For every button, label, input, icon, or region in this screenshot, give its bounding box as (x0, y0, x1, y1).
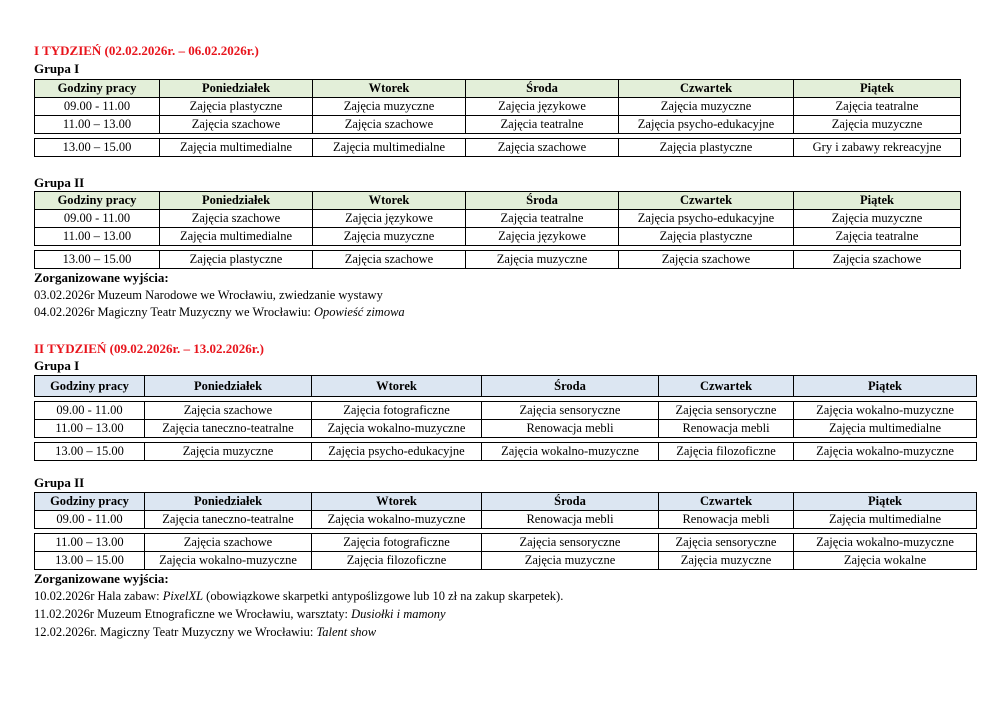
table-cell: Zajęcia multimedialne (160, 228, 313, 246)
time-cell: 09.00 - 11.00 (35, 210, 160, 228)
time-cell: 11.00 – 13.00 (35, 116, 160, 134)
table-cell: Zajęcia psycho-edukacyjne (619, 210, 794, 228)
table-cell: Zajęcia muzyczne (313, 98, 466, 116)
trip-text: (obowiązkowe skarpetki antypoślizgowe lub 10 zł na zakup skarpetek). (203, 589, 564, 603)
header-cell: Wtorek (312, 376, 482, 397)
time-cell: 09.00 - 11.00 (35, 98, 160, 116)
trip-title-italic: PixelXL (162, 589, 204, 603)
table-cell: Zajęcia plastyczne (160, 251, 313, 269)
week2-trip-3 (34, 624, 376, 640)
table-cell: Zajęcia multimedialne (160, 139, 313, 157)
table-cell: Zajęcia językowe (466, 98, 619, 116)
header-cell: Godziny pracy (35, 192, 160, 210)
table-cell: Zajęcia szachowe (466, 139, 619, 157)
header-cell: Wtorek (313, 80, 466, 98)
table-cell: Zajęcia muzyczne (313, 228, 466, 246)
week1-trip-1: 03.02.2026r Muzeum Narodowe we Wrocławiu, zwiedzanie wystawy (34, 288, 383, 302)
week1-title: I TYDZIEŃ (02.02.2026r. – 06.02.2026r.) (34, 43, 259, 58)
table-row (35, 402, 977, 420)
table-cell: Zajęcia multimedialne (794, 420, 977, 438)
table-cell: Renowacja mebli (659, 511, 794, 529)
table-cell: Zajęcia muzyczne (659, 552, 794, 570)
table-row (35, 139, 961, 157)
header-cell: Poniedziałek (160, 80, 313, 98)
time-cell: 11.00 – 13.00 (35, 420, 145, 438)
table-row (35, 443, 977, 461)
table-row (35, 210, 961, 228)
trip-text: 12.02.2026r. Magiczny Teatr Muzyczny we Wrocławiu: (34, 625, 317, 639)
table-cell: Zajęcia taneczno-teatralne (145, 420, 312, 438)
week2-trips-heading: Zorganizowane wyjścia: (34, 571, 169, 586)
table-cell: Zajęcia szachowe (313, 116, 466, 134)
table-row (35, 534, 977, 552)
week1-group1-title: Grupa I (34, 61, 80, 76)
table-cell: Zajęcia muzyczne (466, 251, 619, 269)
week2-group1-title: Grupa I (34, 358, 80, 373)
week1-group1-table (34, 79, 961, 157)
header-cell: Piątek (794, 376, 977, 397)
header-cell: Godziny pracy (35, 376, 145, 397)
trip-text: 11.02.2026r Muzeum Etnograficzne we Wrocławiu, warsztaty: (34, 607, 352, 621)
table-cell: Zajęcia psycho-edukacyjne (619, 116, 794, 134)
table-cell: Zajęcia szachowe (145, 534, 312, 552)
table-cell: Zajęcia językowe (313, 210, 466, 228)
trip-text: 04.02.2026r Magiczny Teatr Muzyczny we Wrocławiu: (34, 305, 315, 319)
table-cell: Zajęcia sensoryczne (482, 534, 659, 552)
table-row (35, 98, 961, 116)
table-header-row (35, 80, 961, 98)
trip-text: 10.02.2026r Hala zabaw: (34, 589, 163, 603)
table-header-row (35, 192, 961, 210)
table-cell: Zajęcia wokalno-muzyczne (794, 443, 977, 461)
table-cell: Zajęcia szachowe (145, 402, 312, 420)
time-cell: 09.00 - 11.00 (35, 402, 145, 420)
table-cell: Zajęcia muzyczne (794, 210, 961, 228)
table-cell: Zajęcia plastyczne (619, 228, 794, 246)
table-cell: Renowacja mebli (482, 420, 659, 438)
week2-group2-title: Grupa II (34, 475, 85, 490)
week1-group2-title: Grupa II (34, 175, 85, 190)
header-cell: Środa (482, 493, 659, 511)
week2-trip-2 (34, 606, 446, 622)
time-cell: 11.00 – 13.00 (35, 534, 145, 552)
table-header-row (35, 493, 977, 511)
table-cell: Zajęcia językowe (466, 228, 619, 246)
table-row (35, 116, 961, 134)
header-cell: Piątek (794, 192, 961, 210)
table-cell: Zajęcia psycho-edukacyjne (312, 443, 482, 461)
table-cell: Zajęcia szachowe (794, 251, 961, 269)
time-cell: 13.00 – 15.00 (35, 139, 160, 157)
week1-trips-heading: Zorganizowane wyjścia: (34, 270, 169, 285)
time-cell: 13.00 – 15.00 (35, 443, 145, 461)
table-cell: Zajęcia muzyczne (619, 98, 794, 116)
table-cell: Zajęcia wokalne (794, 552, 977, 570)
header-cell: Piątek (794, 493, 977, 511)
table-cell: Zajęcia muzyczne (794, 116, 961, 134)
table-cell: Zajęcia teatralne (466, 210, 619, 228)
table-cell: Zajęcia teatralne (794, 98, 961, 116)
table-row (35, 228, 961, 246)
header-cell: Poniedziałek (145, 376, 312, 397)
week2-trip-1 (34, 588, 563, 604)
header-cell: Środa (466, 192, 619, 210)
table-cell: Zajęcia filozoficzne (312, 552, 482, 570)
table-cell: Zajęcia szachowe (619, 251, 794, 269)
table-cell: Zajęcia sensoryczne (659, 534, 794, 552)
table-cell: Zajęcia multimedialne (794, 511, 977, 529)
table-cell: Zajęcia fotograficzne (312, 534, 482, 552)
table-cell: Zajęcia fotograficzne (312, 402, 482, 420)
header-cell: Poniedziałek (145, 493, 312, 511)
table-cell: Zajęcia muzyczne (482, 552, 659, 570)
header-cell: Godziny pracy (35, 493, 145, 511)
table-cell: Zajęcia wokalno-muzyczne (312, 420, 482, 438)
header-cell: Wtorek (312, 493, 482, 511)
table-cell: Zajęcia teatralne (794, 228, 961, 246)
table-cell: Zajęcia taneczno-teatralne (145, 511, 312, 529)
table-cell: Zajęcia wokalno-muzyczne (794, 534, 977, 552)
table-cell: Zajęcia plastyczne (619, 139, 794, 157)
header-cell: Czwartek (659, 493, 794, 511)
header-cell: Czwartek (619, 80, 794, 98)
week2-group1-table (34, 375, 977, 461)
table-cell: Renowacja mebli (482, 511, 659, 529)
table-cell: Zajęcia wokalno-muzyczne (145, 552, 312, 570)
time-cell: 11.00 – 13.00 (35, 228, 160, 246)
header-cell: Środa (482, 376, 659, 397)
header-cell: Środa (466, 80, 619, 98)
table-cell: Zajęcia wokalno-muzyczne (794, 402, 977, 420)
table-row (35, 420, 977, 438)
table-cell: Zajęcia sensoryczne (659, 402, 794, 420)
table-cell: Zajęcia wokalno-muzyczne (312, 511, 482, 529)
time-cell: 09.00 - 11.00 (35, 511, 145, 529)
trip-title-italic: Opowieść zimowa (314, 305, 405, 319)
table-cell: Renowacja mebli (659, 420, 794, 438)
header-cell: Wtorek (313, 192, 466, 210)
table-cell: Zajęcia muzyczne (145, 443, 312, 461)
header-cell: Poniedziałek (160, 192, 313, 210)
week2-group2-table (34, 492, 977, 570)
table-cell: Zajęcia teatralne (466, 116, 619, 134)
week1-trip-2 (34, 304, 405, 320)
table-cell: Zajęcia filozoficzne (659, 443, 794, 461)
table-row (35, 552, 977, 570)
header-cell: Piątek (794, 80, 961, 98)
header-cell: Czwartek (619, 192, 794, 210)
table-cell: Zajęcia sensoryczne (482, 402, 659, 420)
table-row (35, 511, 977, 529)
table-cell: Zajęcia multimedialne (313, 139, 466, 157)
trip-title-italic: Talent show (316, 625, 377, 639)
table-row (35, 251, 961, 269)
time-cell: 13.00 – 15.00 (35, 251, 160, 269)
table-cell: Zajęcia szachowe (160, 210, 313, 228)
table-cell: Gry i zabawy rekreacyjne (794, 139, 961, 157)
time-cell: 13.00 – 15.00 (35, 552, 145, 570)
header-cell: Godziny pracy (35, 80, 160, 98)
table-cell: Zajęcia szachowe (160, 116, 313, 134)
week1-group2-table (34, 191, 961, 269)
trip-title-italic: Dusiołki i mamony (351, 607, 446, 621)
week2-title: II TYDZIEŃ (09.02.2026r. – 13.02.2026r.) (34, 341, 264, 356)
table-cell: Zajęcia plastyczne (160, 98, 313, 116)
table-cell: Zajęcia wokalno-muzyczne (482, 443, 659, 461)
header-cell: Czwartek (659, 376, 794, 397)
table-cell: Zajęcia szachowe (313, 251, 466, 269)
table-header-row (35, 376, 977, 397)
